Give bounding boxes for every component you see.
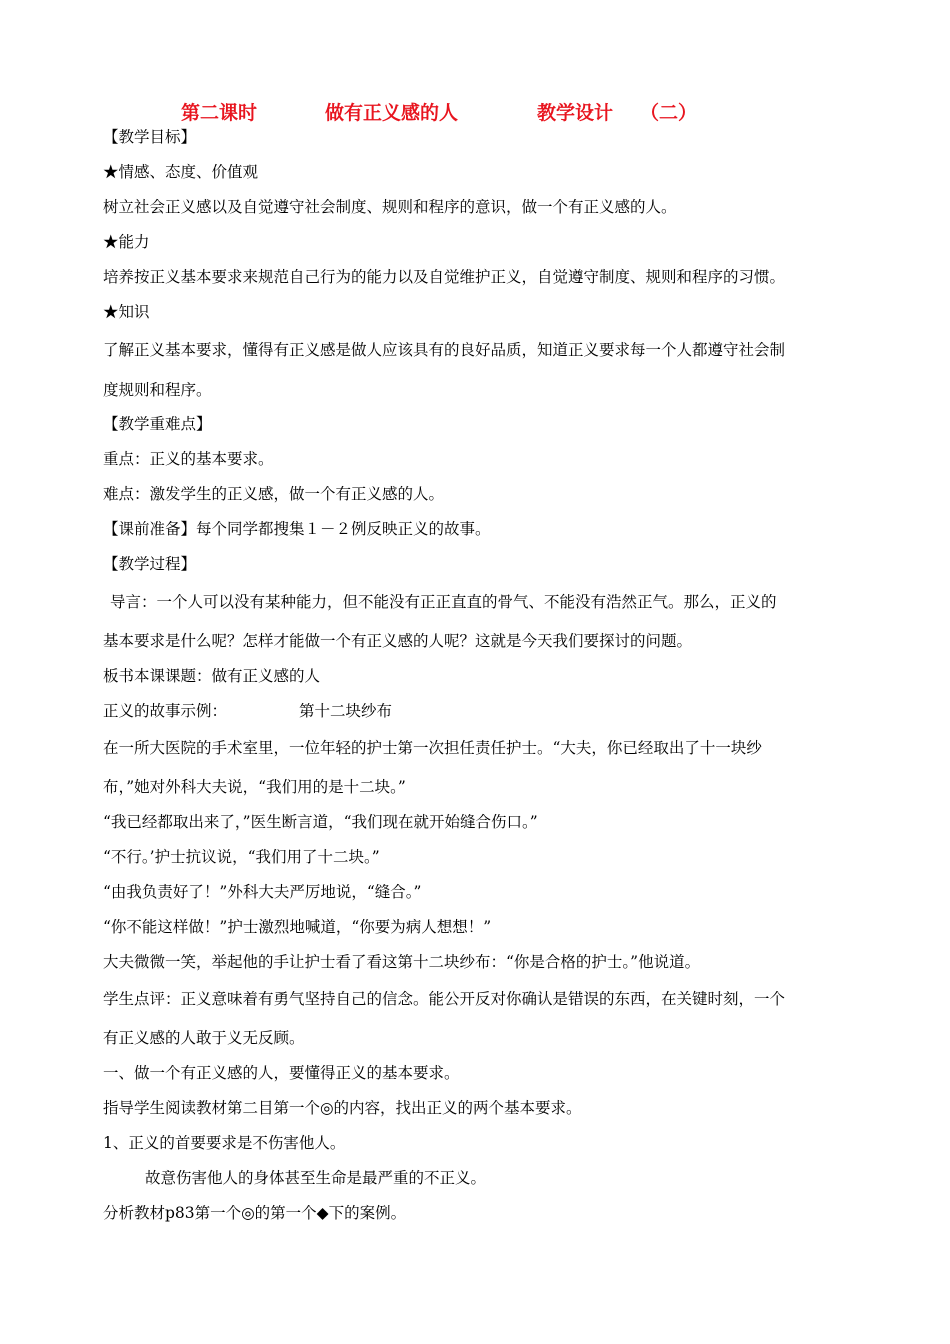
- paragraph: “你不能这样做！”护士激烈地喊道，“你要为病人想想！”: [103, 918, 492, 936]
- paragraph: 了解正义基本要求，懂得有正义感是做人应该具有的良好品质，知道正义要求每一个人都遵守社会制: [103, 341, 786, 359]
- title-lesson: 第二课时: [181, 102, 258, 124]
- paragraph: 重点：正义的基本要求。: [103, 450, 274, 468]
- paragraph: “我已经都取出来了，”医生断言道，“我们现在就开始缝合伤口。”: [103, 813, 538, 831]
- document-title: [0, 98, 950, 130]
- paragraph: 在一所大医院的手术室里，一位年轻的护士第一次担任责任护士。“大夫，你已经取出了十一块纱: [103, 739, 762, 757]
- paragraph-intro: 导言：一个人可以没有某种能力，但不能没有正正直直的骨气、不能没有浩然正气。那么，正义的: [110, 593, 777, 611]
- paragraph: 布，”她对外科大夫说，“我们用的是十二块。”: [103, 778, 406, 796]
- heading-objectives: 【教学目标】: [103, 128, 197, 146]
- paragraph: 树立社会正义感以及自觉遵守社会制度、规则和程序的意识，做一个有正义感的人。: [103, 198, 677, 216]
- paragraph: 度规则和程序。: [103, 381, 212, 399]
- paragraph: 指导学生阅读教材第二目第一个◎的内容，找出正义的两个基本要求。: [103, 1099, 582, 1117]
- paragraph: 分析教材p83第一个◎的第一个◆下的案例。: [103, 1204, 407, 1222]
- title-design: 教学设计: [537, 102, 614, 124]
- story-heading: [103, 701, 392, 721]
- subheading-knowledge: ★知识: [103, 303, 150, 321]
- paragraph-preparation: 【课前准备】每个同学都搜集１－２例反映正义的故事。: [103, 520, 491, 538]
- heading-process: 【教学过程】: [103, 555, 197, 573]
- paragraph: “不行。’护士抗议说，“我们用了十二块。”: [103, 848, 380, 866]
- paragraph: 培养按正义基本要求来规范自己行为的能力以及自觉维护正义，自觉遵守制度、规则和程序的习惯。: [103, 268, 786, 286]
- paragraph: 有正义感的人敢于义无反顾。: [103, 1029, 305, 1047]
- paragraph: 难点：激发学生的正义感，做一个有正义感的人。: [103, 485, 445, 503]
- heading-key-points: 【教学重难点】: [103, 415, 212, 433]
- paragraph-comment: 学生点评：正义意味着有勇气坚持自己的信念。能公开反对你确认是错误的东西，在关键时刻，一个: [103, 990, 786, 1008]
- paragraph: 大夫微微一笑，举起他的手让护士看了看这第十二块纱布：“你是合格的护士。”他说道。: [103, 953, 701, 971]
- paragraph: 基本要求是什么呢？怎样才能做一个有正义感的人呢？这就是今天我们要探讨的问题。: [103, 632, 693, 650]
- title-topic: 做有正义感的人: [325, 102, 459, 124]
- subheading-ability: ★能力: [103, 233, 150, 251]
- story-title: 第十二块纱布: [299, 702, 393, 720]
- paragraph: 1、正义的首要要求是不伤害他人。: [103, 1134, 346, 1152]
- paragraph: 板书本课课题：做有正义感的人: [103, 667, 321, 685]
- paragraph: 一、做一个有正义感的人，要懂得正义的基本要求。: [103, 1064, 460, 1082]
- subheading-emotion: ★情感、态度、价值观: [103, 163, 259, 181]
- paragraph-indented: 故意伤害他人的身体甚至生命是最严重的不正义。: [145, 1169, 487, 1187]
- title-number: （二）: [640, 102, 698, 124]
- paragraph: “由我负责好了！”外科大夫严厉地说，“缝合。”: [103, 883, 422, 901]
- story-label: 正义的故事示例：: [103, 702, 228, 720]
